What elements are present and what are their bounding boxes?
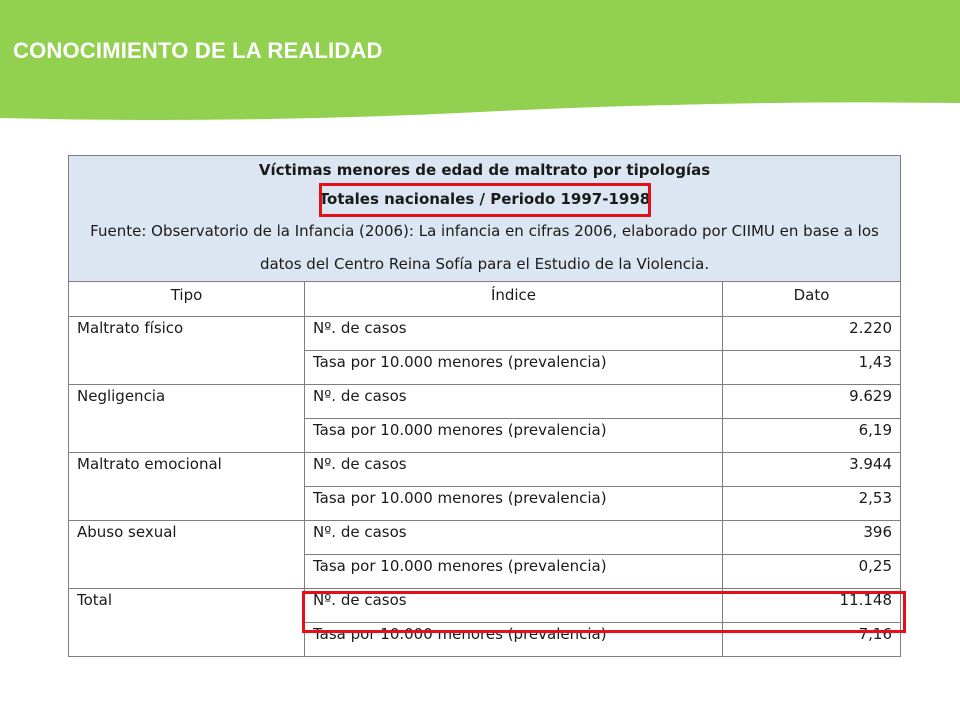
maltrato-table [68, 155, 901, 657]
header-banner-shape [0, 0, 960, 130]
column-header-indice: Índice [305, 282, 723, 317]
table-row [69, 521, 901, 555]
column-header-tipo: Tipo [69, 282, 305, 317]
row-dato-casos: 11.148 [723, 589, 901, 623]
row-indice-tasa: Tasa por 10.000 menores (prevalencia) [305, 555, 723, 589]
row-indice-casos: Nº. de casos [305, 317, 723, 351]
row-indice-casos: Nº. de casos [305, 453, 723, 487]
table-source: Fuente: Observatorio de la Infancia (2006): La infancia en cifras 2006, elaborado por CIIMU en base a los datos del Centro Reina Sofía para el Estudio de la Violencia. [90, 222, 879, 273]
row-tipo-abuso-sexual: Abuso sexual [69, 521, 305, 589]
row-tipo-maltrato-emocional: Maltrato emocional [69, 453, 305, 521]
row-tipo-maltrato-fisico: Maltrato físico [69, 317, 305, 385]
table-row [69, 453, 901, 487]
row-dato-tasa: 7,16 [723, 623, 901, 657]
row-indice-casos: Nº. de casos [305, 589, 723, 623]
table-row [69, 317, 901, 351]
row-indice-casos: Nº. de casos [305, 385, 723, 419]
row-indice-tasa: Tasa por 10.000 menores (prevalencia) [305, 487, 723, 521]
row-indice-tasa: Tasa por 10.000 menores (prevalencia) [305, 419, 723, 453]
table-row [69, 589, 901, 623]
row-dato-tasa: 2,53 [723, 487, 901, 521]
table-caption-row [69, 156, 901, 282]
column-header-dato: Dato [723, 282, 901, 317]
row-dato-casos: 9.629 [723, 385, 901, 419]
row-indice-tasa: Tasa por 10.000 menores (prevalencia) [305, 623, 723, 657]
row-dato-casos: 396 [723, 521, 901, 555]
row-tipo-total: Total [69, 589, 305, 657]
table-caption [69, 156, 901, 282]
page-title: CONOCIMIENTO DE LA REALIDAD [13, 38, 383, 63]
header-banner [0, 0, 960, 130]
row-dato-tasa: 6,19 [723, 419, 901, 453]
row-indice-casos: Nº. de casos [305, 521, 723, 555]
row-tipo-negligencia: Negligencia [69, 385, 305, 453]
table-header-row [69, 282, 901, 317]
row-dato-casos: 3.944 [723, 453, 901, 487]
table-title: Víctimas menores de edad de maltrato por tipologías [258, 161, 711, 179]
maltrato-table-container [68, 155, 900, 657]
table-subtitle-line [69, 184, 900, 215]
row-indice-tasa: Tasa por 10.000 menores (prevalencia) [305, 351, 723, 385]
table-row [69, 385, 901, 419]
table-subtitle: Totales nacionales / Periodo 1997-1998 [318, 190, 651, 208]
row-dato-tasa: 1,43 [723, 351, 901, 385]
row-dato-tasa: 0,25 [723, 555, 901, 589]
row-dato-casos: 2.220 [723, 317, 901, 351]
